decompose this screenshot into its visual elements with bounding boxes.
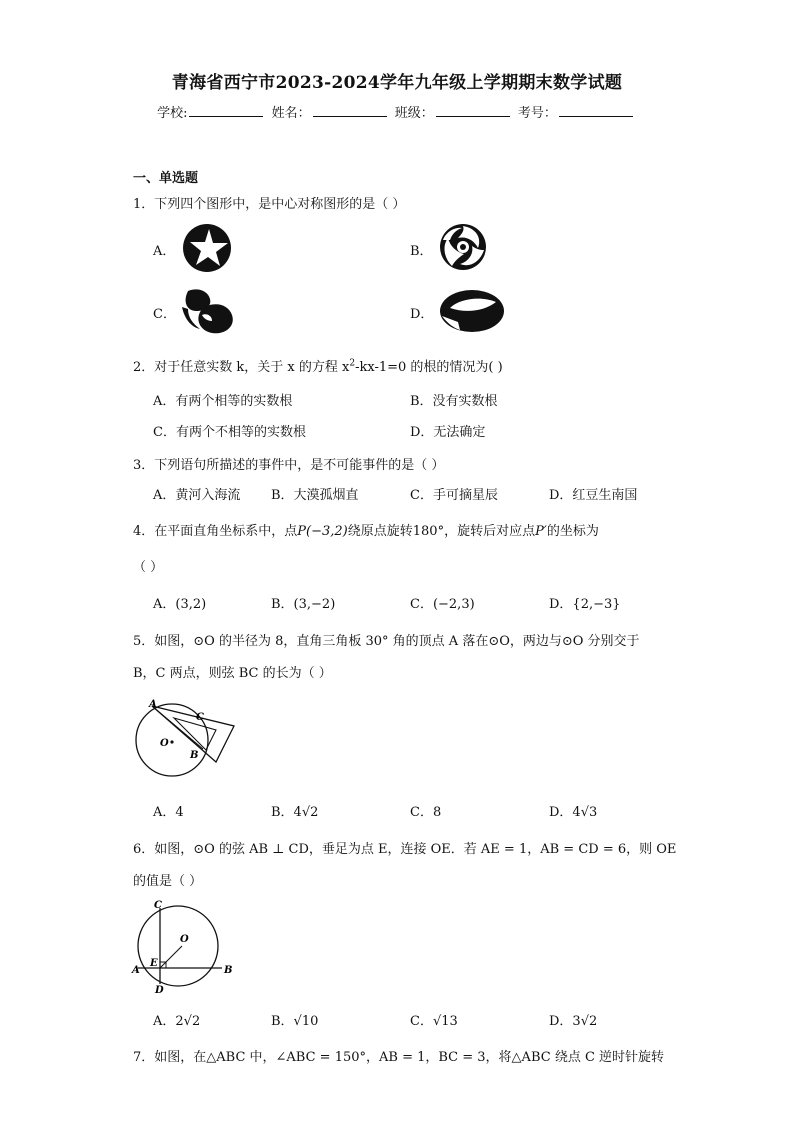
q6-label-e: E xyxy=(150,958,158,969)
q6-stem-line1: 6．如图，⊙O 的弦 AB ⊥ CD，垂足为点 E，连接 OE．若 AE = 1，AB = CD = 6，则 OE xyxy=(133,842,677,857)
q4-option-d[interactable]: D．{2,−3} xyxy=(549,597,621,612)
q1-stem: 1．下列四个图形中，是中心对称图形的是（ ） xyxy=(133,197,406,212)
q5-figure-circle-triangle xyxy=(130,696,240,778)
q3-option-a[interactable]: A．黄河入海流 xyxy=(153,488,241,503)
q2-option-a[interactable]: A．有两个相等的实数根 xyxy=(153,394,293,409)
name-label: 姓名： xyxy=(271,106,311,121)
q3-option-b[interactable]: B．大漠孤烟直 xyxy=(271,488,359,503)
exam-number-blank[interactable] xyxy=(559,103,633,117)
q6-label-a: A xyxy=(132,965,140,976)
exam-number-label: 考号： xyxy=(517,106,557,121)
section-heading: 一、单选题 xyxy=(133,171,199,186)
q6-stem-line2: 的值是（ ） xyxy=(133,874,203,889)
class-blank[interactable] xyxy=(436,103,510,117)
q5-stem-line2: B，C 两点，则弦 BC 的长为（ ） xyxy=(133,666,332,681)
q4-option-a[interactable]: A．(3,2) xyxy=(153,597,207,612)
q2-stem: 2．对于任意实数 k，关于 x 的方程 $x^2-kx-1=0$ 的根的情况为( ) xyxy=(133,358,503,375)
page-title: 青海省西宁市2023-2024学年九年级上学期期末数学试题 xyxy=(171,73,623,93)
q3-option-c[interactable]: C．手可摘星辰 xyxy=(410,488,498,503)
student-info-line xyxy=(0,102,794,121)
q1-option-d-label: D． xyxy=(410,307,434,322)
q2-option-b[interactable]: B．没有实数根 xyxy=(410,394,498,409)
q1-option-a-label: A． xyxy=(153,244,176,259)
q4-option-b[interactable]: B．(3,−2) xyxy=(271,597,336,612)
name-blank[interactable] xyxy=(313,103,387,117)
school-label: 学校: xyxy=(157,106,188,121)
q6-option-d[interactable]: D．3√2 xyxy=(549,1014,598,1029)
q3-option-d[interactable]: D．红豆生南国 xyxy=(549,488,638,503)
q6-label-o: O xyxy=(180,934,189,945)
class-label: 班级： xyxy=(394,106,434,121)
q1-option-b-label: B． xyxy=(410,244,433,259)
q1-figure-c-blob-icon xyxy=(178,287,236,335)
q5-label-o: O xyxy=(160,738,169,749)
q6-label-b: B xyxy=(224,965,233,976)
q5-option-b[interactable]: B．4√2 xyxy=(271,805,319,820)
q3-stem: 3．下列语句所描述的事件中，是不可能事件的是（ ） xyxy=(133,458,445,473)
q5-option-d[interactable]: D．4√3 xyxy=(549,805,598,820)
q1-figure-b-swirl-icon xyxy=(438,222,488,272)
q5-option-c[interactable]: C．8 xyxy=(410,805,442,820)
q1-figure-a-star-icon xyxy=(182,223,232,273)
q1-figure-d-leaf-icon xyxy=(438,288,506,334)
q5-label-c: C xyxy=(196,712,204,723)
q6-label-c: C xyxy=(154,900,162,911)
q5-stem-line1: 5．如图，⊙O 的半径为 8，直角三角板 30° 角的顶点 A 落在⊙O，两边与⊙O 分别交于 xyxy=(133,634,640,649)
q6-option-a[interactable]: A．2√2 xyxy=(153,1014,201,1029)
q7-stem-line1: 7．如图，在△ABC 中，∠ABC = 150°，AB = 1，BC = 3，将△ABC 绕点 C 逆时针旋转 xyxy=(133,1050,665,1065)
q4-option-c[interactable]: C．(−2,3) xyxy=(410,597,475,612)
q4-stem-line2: （ ） xyxy=(133,560,164,575)
q4-stem-line1: 4．在平面直角坐标系中，点P(−3,2)绕原点旋转180°，旋转后对应点P′的坐标为 xyxy=(133,524,599,539)
school-blank[interactable] xyxy=(189,103,263,117)
q6-label-d: D xyxy=(155,985,164,996)
q2-option-d[interactable]: D．无法确定 xyxy=(410,425,486,440)
q5-label-b: B xyxy=(190,750,199,761)
q6-option-c[interactable]: C．√13 xyxy=(410,1014,458,1029)
q6-option-b[interactable]: B．√10 xyxy=(271,1014,319,1029)
q1-option-c-label: C． xyxy=(153,307,176,322)
q5-option-a[interactable]: A．4 xyxy=(153,805,184,820)
q6-figure-circle-chords xyxy=(130,896,240,996)
q2-option-c[interactable]: C．有两个不相等的实数根 xyxy=(153,425,306,440)
q5-label-a: A xyxy=(149,699,157,710)
